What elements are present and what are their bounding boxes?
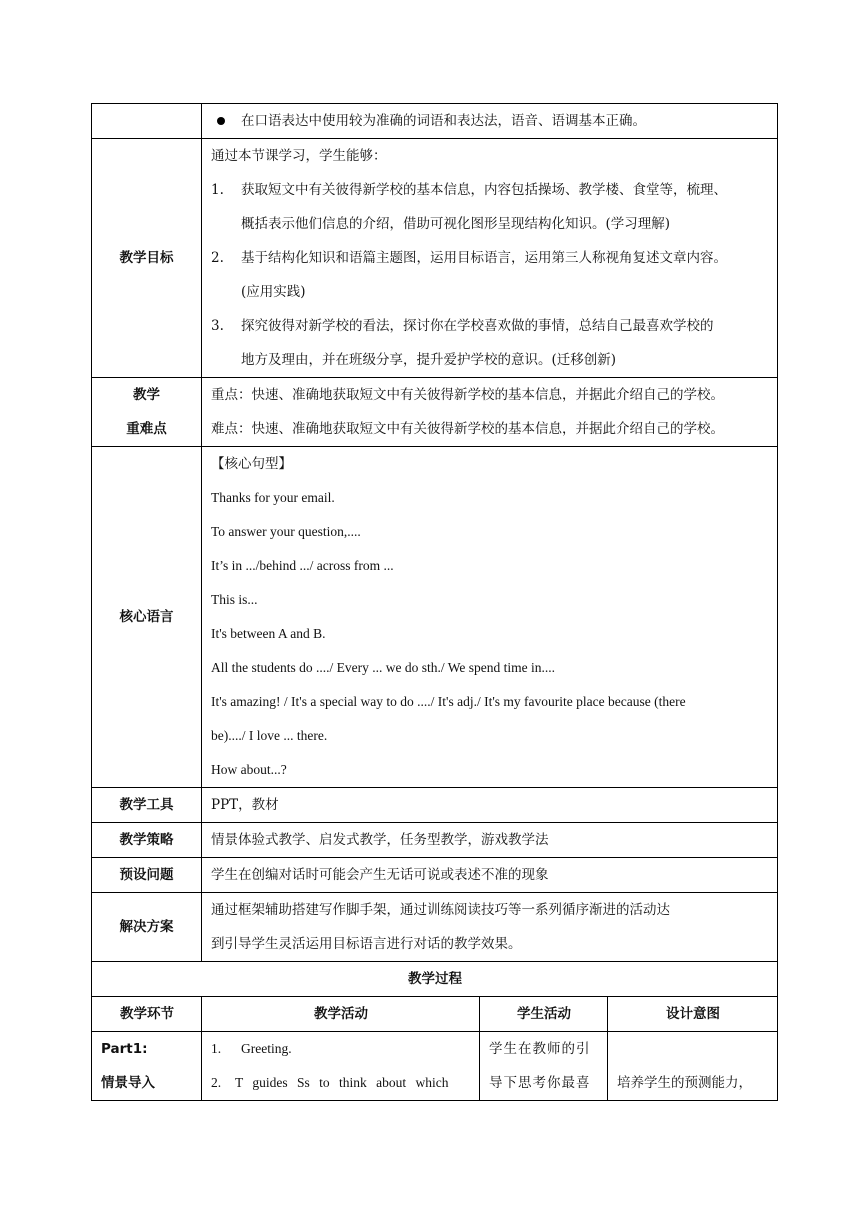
column-header: 教学活动	[202, 997, 480, 1032]
activity-item: 1. Greeting.	[211, 1041, 292, 1056]
process-title: 教学过程	[92, 962, 778, 997]
table-header-row	[92, 997, 778, 1032]
table-row	[92, 962, 778, 997]
solution-label: 解决方案	[92, 893, 202, 962]
tools-value: PPT，教材	[202, 788, 778, 823]
difficult-point: 难点：快速、准确地获取短文中有关彼得新学校的基本信息，并据此介绍自己的学校。	[211, 421, 724, 437]
table-row	[92, 858, 778, 893]
objectives-intro: 通过本节课学习，学生能够：	[211, 148, 387, 164]
table-row: 解决方案 通过框架辅助搭建写作脚手架，通过训练阅读技巧等一系列循序渐进的活动达 到引导学生灵活运用目标语言进行对话的教学效果。	[92, 893, 778, 962]
problems-label: 预设问题	[92, 858, 202, 893]
column-header: 设计意图	[608, 997, 778, 1032]
column-header: 教学环节	[92, 997, 202, 1032]
key-points-label: 教学 重难点	[92, 378, 202, 447]
column-header: 学生活动	[480, 997, 608, 1032]
table-row	[92, 378, 778, 447]
strategy-label: 教学策略	[92, 823, 202, 858]
core-language-label: 核心语言	[92, 447, 202, 788]
problems-value: 学生在创编对话时可能会产生无话可说或表述不准的现象	[202, 858, 778, 893]
table-row: 教学目标 通过本节课学习，学生能够： 1. 获取短文中有关彼得新学校的基本信息，内容包括操场、教学楼、食堂等，梳理、 概括表示他们信息的介绍，借助可视化图形呈现结构化知识。(学习理解) 2. 基于结构化知识和语篇主题图，运用目标语言，运用第三人称视角复述文章内容。 (应用实践) 3. 探究彼得对新学校的看法，探讨你在学校喜欢做的事情，总结自己最喜欢学校的 地方及理由，并在班级分享，提升爱护学校的意识。(迁移创新)	[92, 139, 778, 378]
table-row	[92, 788, 778, 823]
objectives-label: 教学目标	[92, 139, 202, 378]
objective-item: 3. 探究彼得对新学校的看法，探讨你在学校喜欢做的事情，总结自己最喜欢学校的	[211, 318, 714, 334]
strategy-value: 情景体验式教学、启发式教学，任务型教学，游戏教学法	[202, 823, 778, 858]
lesson-plan-table	[91, 103, 778, 1101]
bullet-dot	[217, 117, 225, 125]
objective-item: 2. 基于结构化知识和语篇主题图，运用目标语言，运用第三人称视角复述文章内容。	[211, 250, 727, 266]
table-row	[92, 104, 778, 139]
bullet-text: 在口语表达中使用较为准确的词语和表达法，语音、语调基本正确。	[241, 113, 646, 129]
tools-label: 教学工具	[92, 788, 202, 823]
part-label: Part1: 情景导入	[92, 1032, 202, 1101]
core-sentences-title: 【核心句型】	[211, 456, 292, 471]
table-row: 核心语言 【核心句型】 Thanks for your email. To answer your question,.... It’s in .../behind .../ across from ... This is... It's between A and B. All the students do ..../ Every ... we do sth./ We spend time in.... It's amazing! / It's a special way to do ..../ It's adj./ It's my favourite place because (there be)..../ I love ... there. How about...?	[92, 447, 778, 788]
table-row	[92, 823, 778, 858]
important-point: 重点：快速、准确地获取短文中有关彼得新学校的基本信息，并据此介绍自己的学校。	[211, 387, 724, 403]
activity-item: 2. T guides Ss to think about which	[211, 1075, 449, 1090]
table-row: Part1: 情景导入 1. Greeting. 2. T guides Ss to think about which 学生在教师的引 导下思考你最喜 培养学生的预测能力，	[92, 1032, 778, 1101]
objective-item: 1. 获取短文中有关彼得新学校的基本信息，内容包括操场、教学楼、食堂等，梳理、	[211, 182, 727, 198]
